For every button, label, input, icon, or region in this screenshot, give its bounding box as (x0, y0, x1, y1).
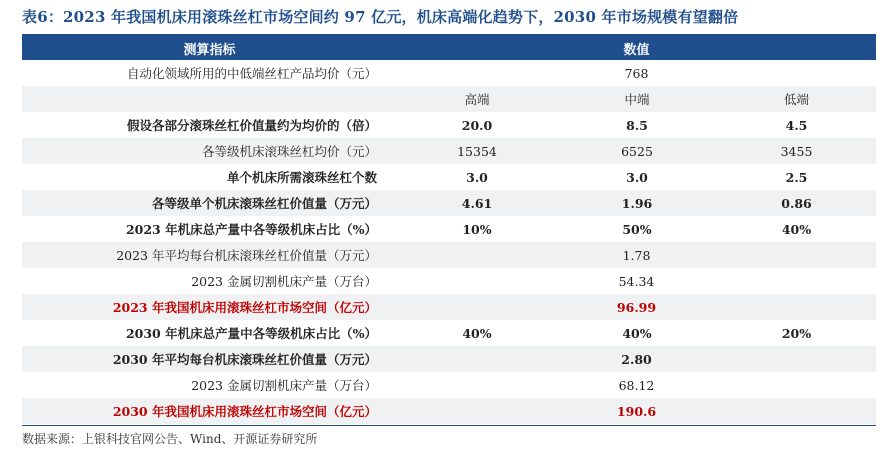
row-label: 假设各部分滚珠丝杠价值量约为均价的（倍） (126, 118, 377, 133)
cell-low: 2.5 (785, 169, 808, 185)
row-label: 各等级机床滚珠丝杠均价（元） (22, 138, 397, 164)
cell-mid: 1.96 (557, 190, 717, 216)
table-row (22, 60, 876, 86)
table-row (22, 86, 876, 112)
cell-high: 40% (462, 325, 492, 341)
row-label: 2030 年机床总产量中各等级机床占比（%） (125, 326, 377, 341)
row-value: 768 (624, 65, 649, 81)
cell-low: 40% (781, 221, 812, 237)
row-label: 2030 年平均每台机床滚珠丝杠价值量（万元） (22, 346, 397, 372)
cell-low: 0.86 (717, 190, 876, 216)
data-table (22, 36, 876, 424)
row-value: 54.34 (618, 273, 655, 289)
row-label: 2023 金属切割机床产量（万台） (191, 378, 377, 393)
header-value: 数值 (397, 36, 876, 60)
row-label (22, 86, 397, 112)
tier-mid-label: 中端 (557, 86, 717, 112)
table-row (22, 268, 876, 294)
cell-low: 20% (781, 325, 812, 341)
cell-high: 10% (462, 221, 492, 237)
table-bottom-divider (22, 425, 876, 426)
table-row (22, 216, 876, 242)
row-value: 68.12 (618, 377, 655, 393)
row-label: 2023 年平均每台机床滚珠丝杠价值量（万元） (22, 242, 397, 268)
row-label: 2023 年机床总产量中各等级机床占比（%） (125, 222, 377, 237)
tier-high-label: 高端 (397, 86, 557, 112)
row-label: 各等级单个机床滚珠丝杠价值量（万元） (22, 190, 397, 216)
row-value: 96.99 (397, 294, 876, 320)
row-label: 自动化领域所用的中低端丝杠产品均价（元） (126, 66, 377, 81)
table-title: 表6：2023 年我国机床用滚珠丝杠市场空间约 97 亿元，机床高端化趋势下，2030 年市场规模有望翻倍 (22, 8, 739, 26)
cell-high: 20.0 (461, 117, 493, 133)
cell-high: 15354 (397, 138, 557, 164)
cell-low: 3455 (717, 138, 876, 164)
cell-mid: 50% (622, 221, 652, 237)
cell-mid: 3.0 (626, 169, 648, 185)
cell-low: 4.5 (785, 117, 808, 133)
table-row (22, 346, 876, 372)
row-label: 2030 年我国机床用滚珠丝杠市场空间（亿元） (22, 398, 397, 424)
row-label: 2023 年我国机床用滚珠丝杠市场空间（亿元） (22, 294, 397, 320)
table-row (22, 190, 876, 216)
tier-low-label: 低端 (717, 86, 876, 112)
header-metric: 测算指标 (22, 36, 397, 60)
row-label: 2023 金属切割机床产量（万台） (191, 274, 377, 289)
table-row (22, 112, 876, 138)
row-value: 2.80 (397, 346, 876, 372)
table-row (22, 320, 876, 346)
table-row (22, 138, 876, 164)
table-row (22, 372, 876, 398)
table-header-row (22, 36, 876, 60)
row-value: 190.6 (397, 398, 876, 424)
table-row (22, 294, 876, 320)
table-row (22, 242, 876, 268)
cell-mid: 6525 (557, 138, 717, 164)
cell-mid: 8.5 (626, 117, 648, 133)
table-row (22, 164, 876, 190)
data-source-note: 数据来源：上银科技官网公告、Wind、开源证券研究所 (22, 432, 318, 446)
row-label: 单个机床所需滚珠丝杠个数 (226, 170, 377, 185)
row-value: 1.78 (397, 242, 876, 268)
cell-mid: 40% (622, 325, 652, 341)
cell-high: 3.0 (466, 169, 488, 185)
table-row (22, 398, 876, 424)
cell-high: 4.61 (397, 190, 557, 216)
